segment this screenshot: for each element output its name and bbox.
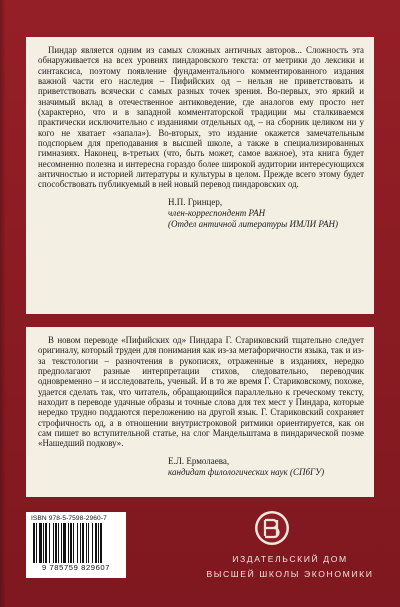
reviewer-name: Е.Л. Ермолаева, <box>168 455 230 466</box>
review-panel-grintser <box>26 37 374 314</box>
barcode-number: 9 785759 829607 <box>41 563 111 572</box>
publisher-line-1: ИЗДАТЕЛЬСКИЙ ДОМ <box>232 554 348 564</box>
reviewer-title: член-корреспондент РАН <box>168 207 266 218</box>
signature-ermolaeva <box>38 456 364 478</box>
reviewer-title: кандидат филологических наук (СПбГУ) <box>168 466 325 477</box>
review-text-ermolaeva: В новом переводе «Пифийских од» Пиндара Г. Стариковский тщательно следует оригиналу, который труден для понимания как из-за метафоричности языка, так и из-за текстологии – разночтения в рукописях, отраженные в изданиях, нередко предполагают разные интерпретации стихов, следовательно, переводчик одновременно – и исследователь, ученый. И в то же время Г. Стариковскому, похоже, удается сделать так, что читатель, обращающийся параллельно к греческому тексту, находит в переводе удачные образы и точные слова для тех мест у Пиндара, которые нередко трудно поддаются переложению на другой язык. Г. Стариковский сохраняет строфичность од, а в отношении внутристроковой ритмики ориентируется, как он сам пишет во вступительной статье, на слог Мандельштама в пиндарической поэме «Нашедший подкову». <box>38 335 364 449</box>
publisher-line-2: ВЫСШЕЙ ШКОЛЫ ЭКОНОМИКИ <box>206 569 374 579</box>
signature-grintser <box>38 197 364 230</box>
spine-shadow <box>0 0 6 607</box>
hse-publisher-logo-icon <box>254 510 290 546</box>
barcode-block <box>26 512 126 578</box>
review-panel-ermolaeva <box>26 327 374 497</box>
isbn-label: ISBN 978-5-7598-2960-7 <box>31 515 107 522</box>
reviewer-affiliation: (Отдел античной литературы ИМЛИ РАН) <box>168 218 339 229</box>
review-text-grintser: Пиндар является одним из самых сложных античных авторов... Сложность эта обнаруживается на всех уровнях пиндаровского текста: от метрики до лексики и синтаксиса, поэтому появление фундаментального комментированного издания важной части его наследия – Пифийских од – нельзя не приветствовать и приветствовать всячески с самых разных точек зрения. Во-первых, это яркий и значимый вклад в отечественное антиковедение, где аналогов ему просто нет (характерно, что и в западной комментаторской традиции мы сталкиваемся практически исключительно с изданиями отдельных од, – на сборник целиком ни у кого не хватает «запала»). Во-вторых, это издание окажется замечательным подспорьем для преподавания в высшей школе, а также в специализированных гимназиях. Наконец, в-третьих (что, быть может, самое важное), эта книга будет несомненно полезна и интересна гораздо более широкой аудитории интересующихся античностью и историей литературы и культуры в целом. Прежде всего этому будет способствовать публикуемый в ней новый перевод пиндаровских од. <box>38 45 364 190</box>
barcode-bars-icon <box>31 523 121 563</box>
publisher-name <box>200 552 380 582</box>
reviewer-name: Н.П. Гринцер, <box>168 196 223 207</box>
